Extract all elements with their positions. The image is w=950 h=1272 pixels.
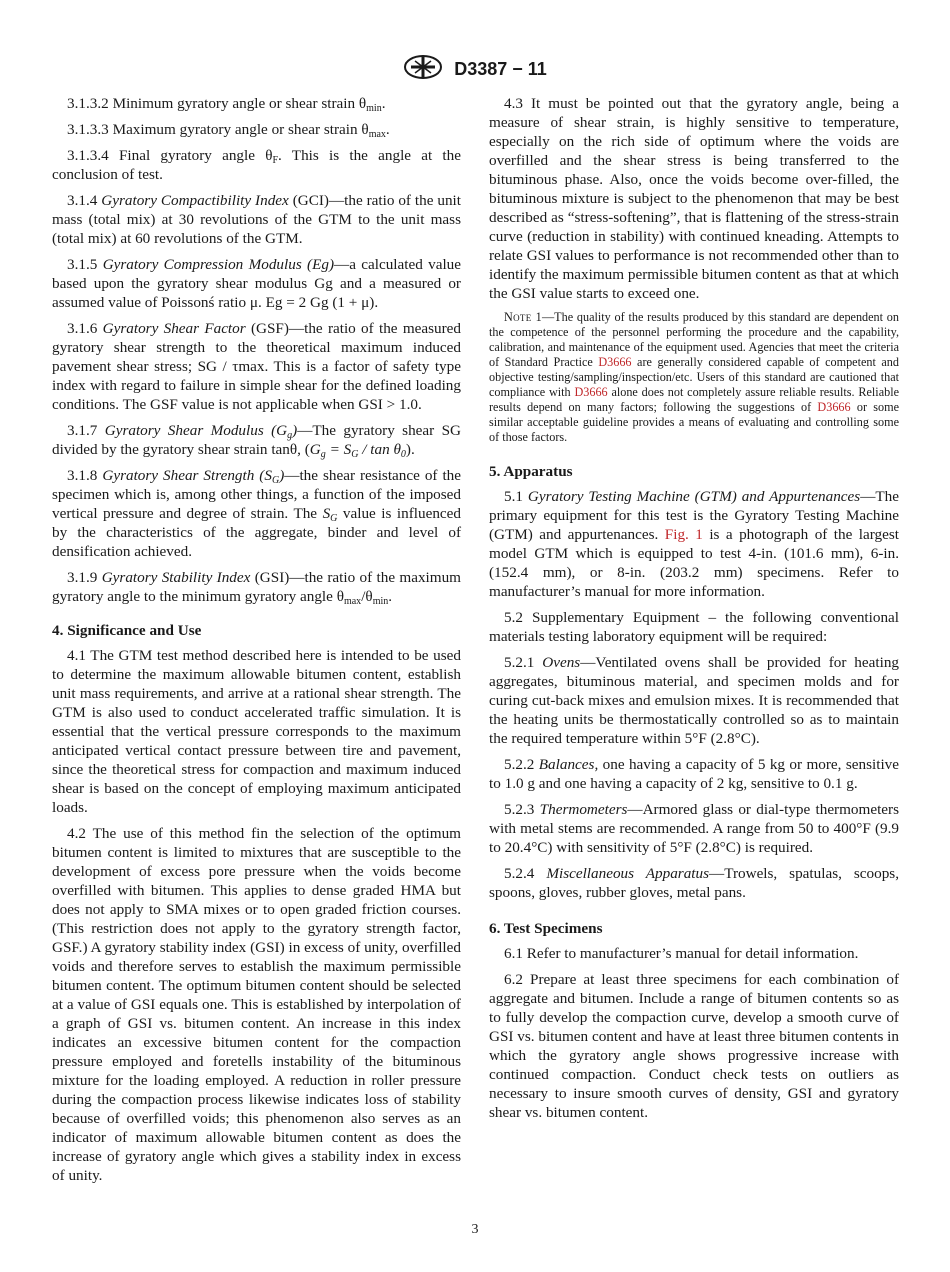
para-5-2-1: 5.2.1 Ovens—Ventilated ovens shall be provided for heating aggregates, bituminous material, and specimen molds and for curing cut-back mixes and emulsion mixes. It is recommended that the heating units be thermostatically controlled so as to maintain the required temperature within 5°F (2.8°C). (489, 654, 900, 747)
document-id: D3387 − 11 (454, 59, 547, 79)
para-4-1: 4.1 The GTM test method described here is intended to be used to determine the maximum allowable bitumen content, establish unit mass requirements, and arrive at a rational shear strength. The GTM is also used to conduct accelerated traffic simulation. It is essential that the vertical pressure corresponds to the maximum anticipated vertical contact pressure between tire and pavement, since the theoretical stress for compaction and maximum induced shear is based on the concept of employing maximum anticipated loads. (52, 647, 461, 816)
right-column (489, 94, 899, 1129)
para-3-1-6: 3.1.6 Gyratory Shear Factor (GSF)—the ratio of the measured gyratory shear strength to the theoretical maximum induced pavement shear stress; SG / τmax. This is a factor of safety type index with regard to failure in simple shear for the defined loading conditions. The GSF value is not applicable when GSI > 1.0. (52, 320, 462, 413)
para-4-3: 4.3 It must be pointed out that the gyratory angle, being a measure of shear strain, is highly sensitive to temperature, especially on the rich side of optimum where the voids are overfilled and the shear stress is being transferred to the bituminous phase. Also, once the voids become over-filled, the bituminous mixture is subject to the phenomenon that may be best described as “stress-softening”, that is flattening of the stress-strain curve (reduction in stability) with continued kneading. Attempts to relate GSI values to performance is not recommended other than to identify the maximum permissible bitumen content as that at which the GSI value starts to exceed one. (489, 95, 899, 302)
note-1: Note 1—The quality of the results produced by this standard are dependent on the competence of the personnel performing the procedure and the capability, calibration, and maintenance of the equipment used. Agencies that meet the criteria of Standard Practice D3666 are generally considered capable of competent and objective testing/sampling/inspection/etc. Users of this standard are cautioned that compliance with D3666 alone does not completely assure reliable results. Reliable results depend on many factors; following the suggestions of D3666 or some similar acceptable guideline provides a means of evaluating and controlling some of those factors. (489, 310, 899, 444)
left-column (52, 94, 461, 1192)
astm-logo-icon (403, 54, 443, 85)
page-header (0, 54, 950, 85)
para-6-1: 6.1 Refer to manufacturer’s manual for detail information. (504, 945, 859, 962)
d3666-link[interactable]: D3666 (817, 400, 851, 414)
para-6-2: 6.2 Prepare at least three specimens for each combination of aggregate and bitumen. Include a range of bitumen contents so as to fully develop the compaction curve, develop a smooth curve of GSI vs. bitumen content and have at least three bitumen contents in which the gyratory angle shows progressive increase with continued compaction. Conduct check tests on outliers as necessary to insure smooth curves of density, GSI and gyratory shear vs. bitumen content. (489, 971, 899, 1121)
para-5-2-3: 5.2.3 Thermometers—Armored glass or dial-type thermometers with metal stems are recommended. A range from 50 to 400°F (9.9 to 20.4°C) with sensitivity of 5°F (2.8°C) is required. (489, 801, 900, 856)
para-3-1-7: 3.1.7 Gyratory Shear Modulus $(G_g)—The$ gyratory shear SG divided by the gyratory shear strain tanθ, $(G_g = S_G / \tan \theta_0)$. (52, 422, 462, 460)
fig-1-link[interactable]: Fig. 1 (664, 526, 703, 543)
para-5-1: 5.1 Gyratory Testing Machine (GTM) and Appurtenances—The primary equipment for this test is the Gyratory Testing Machine (GTM) and appurtenances. Fig. 1 is a photograph of the largest model GTM which is equipped to test 4-in. (101.6 mm), 6-in. (152.4 mm), or 8-in. (203.2 mm) specimens. Refer to manufacturer’s manual for more information. (489, 488, 900, 600)
page-number: 3 (471, 1222, 479, 1237)
para-3-1-9: 3.1.9 Gyratory Stability Index (GSI)—the ratio of the maximum gyratory angle to the minimum gyratory angle $\theta_{max}/\theta_{min}$. (52, 569, 461, 607)
para-3-1-3-2: 3.1.3.2 Minimum gyratory angle or shear strain $\theta_{min}$. (67, 95, 386, 114)
para-3-1-3-4: 3.1.3.4 Final gyratory angle $\theta_F$. This is the angle at the conclusion of test. (52, 147, 461, 183)
para-3-1-5: 3.1.5 Gyratory Compression Modulus (Eg)—a calculated value based upon the gyratory shear modulus Gg and a measured or assumed value of Poissonś ratio μ. Eg = 2 Gg (1 + μ). (52, 256, 462, 311)
para-3-1-3-3: 3.1.3.3 Maximum gyratory angle or shear strain $\theta_{max}$. (67, 121, 390, 140)
d3666-link[interactable]: D3666 (574, 385, 608, 399)
section-heading-4: 4. Significance and Use (52, 622, 202, 639)
section-heading-5: 5. Apparatus (489, 463, 573, 480)
para-5-2: 5.2 Supplementary Equipment – the following conventional materials testing laboratory equipment will be required: (489, 609, 899, 645)
para-3-1-8: 3.1.8 Gyratory Shear Strength $(S_G)—the$ shear resistance of the specimen which is, among other things, a function of the imposed vertical pressure and degree of strain. The $S_G$ value is influenced by the characteristics of the aggregate, binder and level of densification achieved. (52, 467, 462, 560)
section-heading-6: 6. Test Specimens (489, 920, 603, 937)
para-5-2-4: 5.2.4 Miscellaneous Apparatus—Trowels, spatulas, scoops, spoons, gloves, rubber gloves, metal pans. (489, 865, 899, 901)
para-5-2-2: 5.2.2 Balances, one having a capacity of 5 kg or more, sensitive to 1.0 g and one having a capacity of 2 kg, sensitive to 0.1 g. (489, 756, 900, 792)
para-3-1-4: 3.1.4 Gyratory Compactibility Index (GCI)—the ratio of the unit mass (total mix) at 30 revolutions of the GTM to the unit mass (total mix) at 60 revolutions of the GTM. (52, 192, 461, 247)
d3666-link[interactable]: D3666 (598, 355, 632, 369)
para-4-2: 4.2 The use of this method fin the selection of the optimum bitumen content is limited to mixtures that are susceptible to the development of excess pore pressure when the voids become overfilled with bitumen. This applies to dense graded HMA but does not apply to SMA mixes or to open graded friction courses. (This restriction does not apply to the gyratory strength factor, GSF.) A gyratory stability index (GSI) in excess of unity, overfilled voids and therefore serves to establish the maximum permissible bitumen content. The optimum bitumen content should be selected at a value of GSI equals one. This is established by interpolation of a graph of GSI vs. bitumen content. An increase in this index indicates an excessive bitumen content for the compaction pressure employed and foretells instability of the bituminous mixture for the loading employed. A reduction in roller pressure during the compaction process likewise indicates loss of stability because of overfilled voids; this phenomenon also serves as an indicator of maximum allowable bitumen content as does the increase of gyratory angle which gives a stability index in excess of unity. (52, 825, 461, 1184)
